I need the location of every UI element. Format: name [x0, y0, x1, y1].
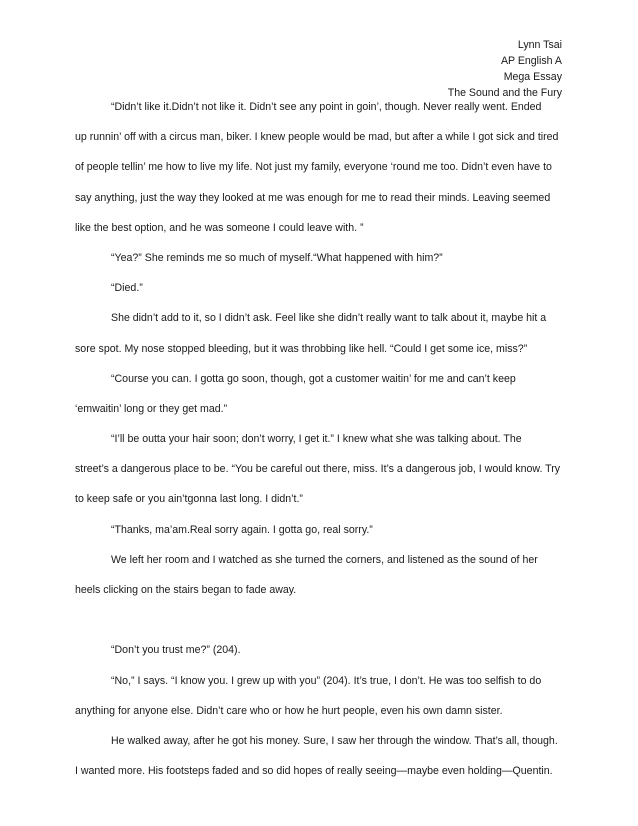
- text-line: sore spot. My nose stopped bleeding, but it was throbbing like hell. “Could I get some ice, miss?”: [75, 342, 528, 355]
- text-line: She didn’t add to it, so I didn’t ask. Feel like she didn’t really want to talk about it, maybe hit a: [111, 312, 547, 325]
- text-line: ‘emwaitin’ long or they get mad.”: [75, 402, 228, 415]
- assignment-title: Mega Essay: [503, 71, 562, 84]
- text-line: of people tellin’ me how to live my life. Not just my family, everyone ‘round me too. Didn’t even have to: [75, 161, 552, 174]
- text-line: anything for anyone else. Didn’t care who or how he hurt people, even his own damn sister.: [75, 704, 503, 717]
- text-line: “Didn’t like it.Didn’t not like it. Didn’t see any point in goin’, though. Never really went. Ended: [111, 101, 542, 113]
- text-line: “Died.”: [111, 282, 143, 295]
- blank-line: [75, 605, 569, 635]
- text-line: “Thanks, ma’am.Real sorry again. I gotta go, real sorry.”: [111, 523, 373, 536]
- essay-body: [75, 92, 569, 786]
- text-line: up runnin’ off with a circus man, biker. I knew people would be mad, but after a while I got sick and tired: [75, 131, 559, 144]
- text-line: “Yea?” She reminds me so much of myself.“What happened with him?”: [111, 251, 443, 264]
- text-line: I wanted more. His footsteps faded and so did hopes of really seeing—maybe even holding—Quentin.: [75, 765, 553, 778]
- text-line: “Don’t you trust me?” (204).: [111, 644, 241, 657]
- text-line: We left her room and I watched as she turned the corners, and listened as the sound of her: [111, 553, 538, 566]
- text-line: “I’ll be outta your hair soon; don’t worry, I get it.” I knew what she was talking about. The: [111, 433, 522, 446]
- author-name: Lynn Tsai: [517, 39, 562, 51]
- text-line: He walked away, after he got his money. Sure, I saw her through the window. That’s all, though.: [111, 734, 558, 747]
- text-line: say anything, just the way they looked at me was enough for me to read their minds. Leaving seemed: [75, 191, 551, 204]
- text-line: to keep safe or you ain’tgonna last long. I didn’t.”: [75, 493, 303, 506]
- course-name: AP English A: [500, 55, 562, 68]
- text-line: “Course you can. I gotta go soon, though, got a customer waitin’ for me and can’t keep: [111, 372, 516, 385]
- text-line: heels clicking on the stairs began to fade away.: [75, 584, 297, 596]
- book-title: The Sound and the Fury: [447, 87, 562, 100]
- text-line: “No,” I says. “I know you. I grew up with you” (204). It’s true, I don’t. He was too selfish to do: [111, 674, 542, 687]
- text-line: street’s a dangerous place to be. “You be careful out there, miss. It’s a dangerous job, I would know. Try: [75, 463, 561, 476]
- text-line: like the best option, and he was someone I could leave with. ”: [75, 221, 364, 234]
